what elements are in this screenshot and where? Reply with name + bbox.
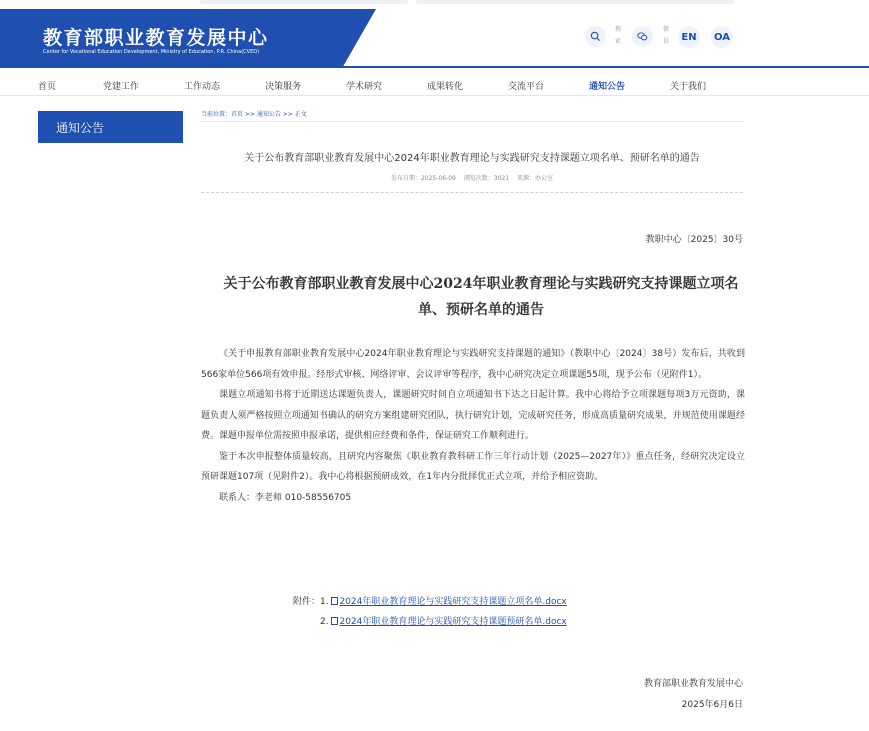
wechat-label: 微信 — [662, 26, 669, 45]
search-label: 搜索 — [614, 26, 621, 45]
article-body — [201, 344, 745, 508]
attachments-label: 附件： — [292, 597, 320, 607]
attachments — [280, 592, 567, 632]
view-count: 浏览次数：3021 — [463, 175, 510, 182]
site-header — [0, 8, 869, 70]
meta-divider — [201, 192, 743, 193]
english-button[interactable]: EN — [678, 26, 700, 48]
nav-item-results[interactable]: 成果转化 — [427, 82, 464, 92]
attachment-name: 2024年职业教育理论与实践研究支持课题立项名单.docx — [339, 597, 567, 607]
browser-top-strip — [0, 0, 869, 8]
article-title — [215, 271, 747, 323]
nav-item-research[interactable]: 学术研究 — [346, 82, 383, 92]
site-logo-subtitle: Center for Vocational Education Development, Ministry of Education, P.R. China(CVED) — [43, 49, 260, 55]
browser-tab[interactable] — [200, 0, 408, 4]
contact-line: 联系人：李老师 010-58556705 — [219, 492, 352, 503]
nav-item-home[interactable]: 首页 — [38, 82, 57, 92]
signing-date: 2025年6月6日 — [681, 700, 743, 710]
body-paragraph: 鉴于本次申报整体质量较高，且研究内容聚焦《职业教育教科研工作三年行动计划（2025—2027年）》重点任务，经研究决定设立预研课题107项（见附件2）。我中心将根据预研成效，在1年内分批择优正式立项，并给予相应资助。 — [201, 451, 745, 482]
article-meta — [201, 173, 743, 182]
nav-item-party[interactable]: 党建工作 — [103, 82, 140, 92]
wechat-button[interactable] — [632, 26, 653, 47]
signature-block — [644, 674, 743, 716]
attachment-row — [280, 612, 567, 632]
signing-organization: 教育部职业教育发展中心 — [643, 679, 743, 689]
document-number: 教职中心〔2025〕30号 — [645, 235, 743, 245]
article-source: 来源：办公室 — [516, 175, 553, 182]
site-logo-title[interactable]: 教育部职业教育发展中心 — [43, 27, 269, 49]
file-icon — [331, 617, 338, 625]
body-paragraph: 课题立项通知书将于近期送达课题负责人，课题研究时间自立项通知书下达之日起计算。我中心将给予立项课题每项3万元资助，课题负责人须严格按照立项通知书确认的研究方案组建研究团队，执行研究计划，完成研究任务，形成高质量研究成果，并规范使用课题经费。课题申报单位需按照申报承诺，提供相应经费和条件，保证研究工作顺利进行。 — [201, 390, 745, 441]
attachment-row — [280, 592, 567, 612]
breadcrumb[interactable]: 当前位置：首页 >> 通知公告 >> 正文 — [201, 111, 307, 118]
attachment-number: 2. — [320, 617, 329, 627]
sidebar-title[interactable]: 通知公告 — [38, 111, 183, 143]
nav-item-news[interactable]: 工作动态 — [184, 82, 221, 92]
nav-item-notices[interactable]: 通知公告 — [589, 82, 626, 92]
breadcrumb-divider — [201, 121, 743, 122]
attachment-name: 2024年职业教育理论与实践研究支持课题预研名单.docx — [339, 617, 567, 627]
page-title: 关于公布教育部职业教育发展中心2024年职业教育理论与实践研究支持课题立项名单、预研名单的通告 — [244, 153, 700, 164]
attachment-number: 1. — [320, 597, 329, 607]
article-title-line: 单、预研名单的通告 — [418, 302, 544, 318]
wechat-icon — [637, 31, 648, 42]
nav-item-exchange[interactable]: 交流平台 — [508, 82, 545, 92]
search-icon — [590, 31, 601, 42]
nav-item-about[interactable]: 关于我们 — [670, 82, 707, 92]
body-paragraph: 《关于申报教育部职业教育发展中心2024年职业教育理论与实践研究支持课题的通知》（教职中心〔2024〕38号）发布后，共收到566家单位566项有效申报。经形式审核、网络评审、会议评审等程序，我中心研究决定立项课题55项，现予公布（见附件1）。 — [201, 349, 745, 380]
header-divider — [0, 66, 869, 68]
attachment-link[interactable] — [331, 617, 566, 627]
file-icon — [331, 597, 338, 605]
browser-tab[interactable] — [416, 0, 734, 4]
search-button[interactable] — [585, 26, 606, 47]
publish-date: 发布日期：2025-06-09 — [390, 175, 456, 182]
oa-button[interactable]: OA — [711, 26, 733, 48]
nav-item-decision[interactable]: 决策服务 — [265, 82, 302, 92]
main-nav — [0, 74, 869, 96]
article-title-line: 关于公布教育部职业教育发展中心2024年职业教育理论与实践研究支持课题立项名 — [223, 276, 739, 292]
attachment-link[interactable] — [331, 597, 566, 607]
